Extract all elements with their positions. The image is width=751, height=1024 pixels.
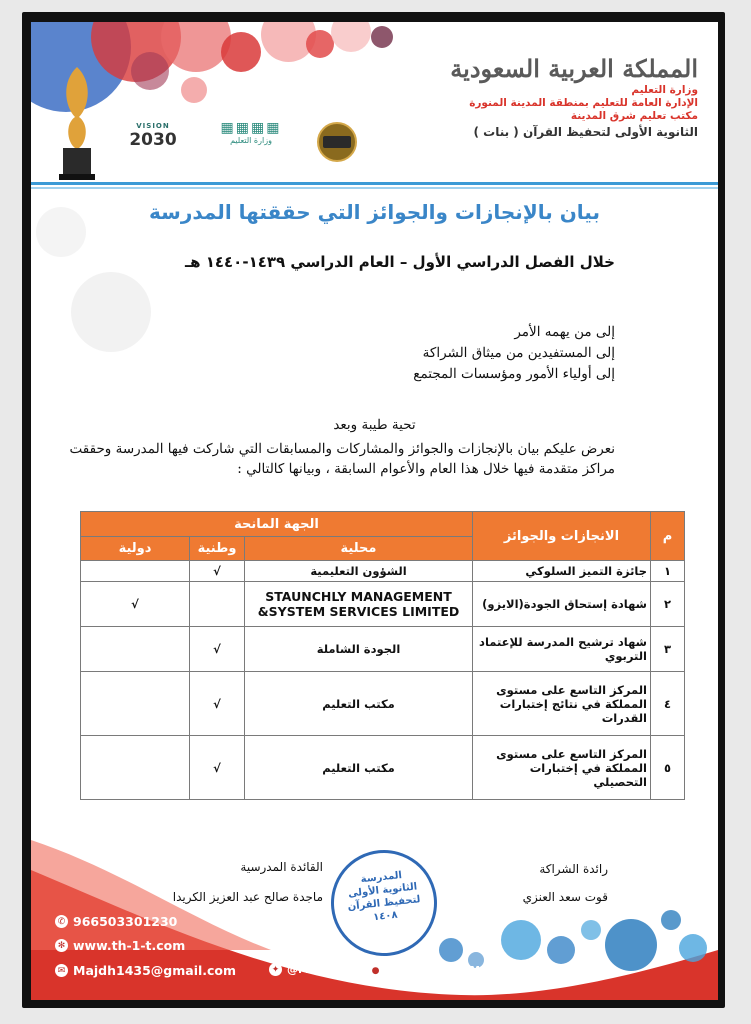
- row-achievement: شهادة إستحاق الجودة(الايزو): [473, 582, 651, 627]
- twitter-text: @M1TQK: [287, 963, 342, 976]
- row-international: [81, 627, 190, 672]
- greeting: تحية طيبة وبعد: [333, 417, 416, 433]
- row-international: [81, 561, 190, 582]
- row-national: √: [190, 672, 245, 736]
- leader-name: ماجدة صالح عبد العزيز الكريدا: [172, 890, 323, 904]
- location-text: Saudi Arabia - Madina: [387, 965, 512, 976]
- letterhead: [418, 54, 698, 139]
- header-rule: [31, 182, 718, 185]
- twitter-icon: ✦: [269, 963, 282, 976]
- partnership-signature: [523, 858, 608, 908]
- col-header-international: دولية: [81, 537, 190, 561]
- phone-text: 966503301230: [73, 914, 178, 929]
- email-icon: ✉: [55, 964, 68, 977]
- row-national: √: [190, 736, 245, 800]
- addressee-list: [413, 322, 615, 385]
- row-num: ٣: [651, 627, 685, 672]
- row-achievement: جائزة التميز السلوكي: [473, 561, 651, 582]
- row-local: الشؤون التعليمية: [245, 561, 473, 582]
- footer-website: [55, 938, 185, 953]
- website-text: www.th-1-t.com: [73, 938, 186, 953]
- table-row: [81, 582, 685, 627]
- table-row: [81, 561, 685, 582]
- header-rule-light: [31, 187, 718, 189]
- col-header-granting: الجهة المانحة: [81, 512, 473, 537]
- table-row: [81, 627, 685, 672]
- globe-icon: ✻: [55, 939, 68, 952]
- ministry-name: وزارة التعليم: [631, 84, 698, 96]
- decor-bubble: [371, 26, 393, 48]
- directorate-name: الإدارة العامة للتعليم بمنطقة المدينة المنورة: [469, 97, 698, 109]
- decor-bubble: [131, 52, 169, 90]
- addressee-line: إلى أولياء الأمور ومؤسسات المجتمع: [413, 366, 615, 382]
- row-national: √: [190, 627, 245, 672]
- ministry-logo: ▦▦▦▦ وزارة التعليم: [220, 120, 282, 145]
- row-national: [190, 582, 245, 627]
- row-num: ٤: [651, 672, 685, 736]
- location-pin-icon: ●: [369, 964, 382, 977]
- row-num: ٥: [651, 736, 685, 800]
- leader-signature: [173, 856, 323, 908]
- decor-bubble: [331, 22, 371, 52]
- row-achievement: المركز التاسع على مستوى المملكة في نتائج إختبارات القدرات: [473, 672, 651, 736]
- row-num: ٢: [651, 582, 685, 627]
- decor-bubble: [71, 272, 151, 352]
- addressee-line: إلى من يهمه الأمر: [514, 324, 615, 340]
- col-header-achievements: الانجازات والجوائز: [473, 512, 651, 561]
- row-international: √: [81, 582, 190, 627]
- stamp-line: ١٤٠٨: [372, 909, 399, 924]
- vision-2030-logo: VISION 2030: [129, 122, 177, 150]
- stamp-line: الثانوية الأولى لتحفيظ القرآن: [347, 881, 421, 913]
- col-header-num: م: [651, 512, 685, 561]
- document-subtitle: خلال الفصل الدراسي الأول – العام الدراسي ١٤٣٩-١٤٤٠ هـ: [184, 253, 615, 271]
- decor-bubble: [306, 30, 334, 58]
- school-name: الثانوية الأولى لتحفيظ القرآن ( بنات ): [473, 125, 698, 139]
- decor-bubble: [221, 32, 261, 72]
- row-local: مكتب التعليم: [245, 672, 473, 736]
- row-international: [81, 736, 190, 800]
- row-local: STAUNCHLY MANAGEMENT &SYSTEM SERVICES LIMITED: [245, 582, 473, 627]
- row-national: √: [190, 561, 245, 582]
- row-local: الجودة الشاملة: [245, 627, 473, 672]
- partnership-name: قوت سعد العنزي: [522, 890, 608, 904]
- intro-paragraph: نعرض عليكم بيان بالإنجازات والجوائز والمشاركات والمسابقات التي شاركت فيها المدرسة وحققت مراكز متقدمة فيها خلال هذا العام والأعوام السابقة ، وبيانها كالتالي :: [69, 441, 615, 477]
- table-row: [81, 672, 685, 736]
- row-international: [81, 672, 190, 736]
- kingdom-title: المملكة العربية السعودية: [450, 54, 698, 83]
- document-title: بيان بالإنجازات والجوائز التي حققتها المدرسة: [149, 200, 600, 224]
- row-local: مكتب التعليم: [245, 736, 473, 800]
- partnership-title: رائدة الشراكة: [539, 862, 608, 876]
- footer-location: [369, 964, 511, 977]
- row-achievement: المركز التاسع على مستوى المملكة في إختبارات التحصيلي: [473, 736, 651, 800]
- footer-twitter: [269, 963, 342, 976]
- leader-title: القائدة المدرسية: [240, 860, 323, 874]
- office-name: مكتب تعليم شرق المدينة: [570, 110, 698, 122]
- stamp-line: المدرسة: [360, 870, 403, 886]
- achievements-table: [80, 511, 685, 800]
- document-page: [31, 22, 718, 1000]
- table-row: [81, 736, 685, 800]
- addressee-line: إلى المستفيدين من ميثاق الشراكة: [422, 345, 615, 361]
- school-emblem: [317, 122, 357, 162]
- footer-email: [55, 963, 236, 978]
- col-header-national: وطنية: [190, 537, 245, 561]
- trophy-icon: [51, 62, 103, 182]
- row-achievement: شهاد ترشيح المدرسة للإعتماد التربوي: [473, 627, 651, 672]
- footer-phone: [55, 914, 177, 929]
- phone-icon: ✆: [55, 915, 68, 928]
- email-text: Majdh1435@gmail.com: [73, 963, 237, 978]
- row-num: ١: [651, 561, 685, 582]
- col-header-local: محلية: [245, 537, 473, 561]
- decor-bubble: [181, 77, 207, 103]
